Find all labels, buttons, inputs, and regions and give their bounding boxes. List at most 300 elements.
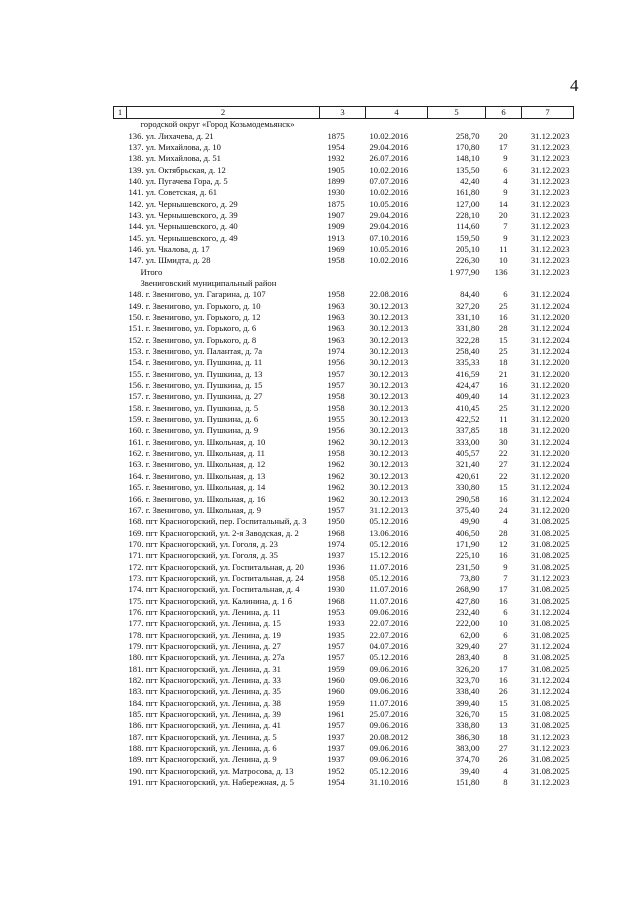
year-built-cell: 1960 [327, 675, 345, 686]
area-cell: 422,52 [455, 414, 480, 425]
address-cell: 178. пгт Красногорский, ул. Ленина, д. 19 [128, 629, 281, 640]
table-row [114, 232, 574, 243]
deadline-cell: 31.12.2023 [530, 164, 570, 175]
area-cell: 327,20 [455, 300, 480, 311]
table-row [114, 369, 574, 380]
residents-cell: 17 [498, 141, 508, 152]
blank-cell [114, 210, 127, 221]
residents-cell: 4 [503, 516, 508, 527]
deadline-cell: 31.12.2023 [530, 777, 570, 788]
residents-cell: 22 [498, 448, 508, 459]
blank-cell [114, 561, 127, 572]
residents-cell: 6 [503, 289, 508, 300]
residents-cell: 12 [498, 538, 508, 549]
address-cell: 165. г. Звенигово, ул. Школьная, д. 14 [128, 482, 266, 493]
deadline-cell: 31.08.2025 [530, 618, 570, 629]
address-cell: 141. ул. Советская, д. 61 [128, 187, 218, 198]
deadline-cell: 31.08.2025 [530, 629, 570, 640]
deadline-cell: 31.12.2023 [530, 209, 570, 220]
year-built-cell: 1962 [327, 470, 345, 481]
residents-cell: 15 [498, 334, 508, 345]
residents-cell: 4 [503, 175, 508, 186]
area-cell: 127,00 [455, 198, 480, 209]
recognition-date-cell: 05.12.2016 [369, 538, 409, 549]
area-cell: 62,00 [460, 629, 480, 640]
blank-cell [114, 244, 127, 255]
deadline-cell: 31.12.2024 [530, 686, 570, 697]
residents-cell: 15 [498, 709, 508, 720]
deadline-cell: 31.08.2025 [530, 516, 570, 527]
blank-cell [114, 357, 127, 368]
address-cell: 152. г. Звенигово, ул. Горького, д. 8 [128, 334, 257, 345]
year-built-cell [320, 266, 366, 277]
year-built-cell: 1932 [327, 153, 345, 164]
deadline-cell: 31.12.2023 [530, 572, 570, 583]
year-built-cell: 1957 [327, 504, 345, 515]
table-row [114, 164, 574, 175]
blank-cell [114, 607, 127, 618]
area-cell: 258,40 [455, 346, 480, 357]
year-built-cell: 1957 [327, 380, 345, 391]
area-cell: 424,47 [455, 380, 480, 391]
blank-cell [114, 301, 127, 312]
recognition-date-cell: 07.10.2016 [369, 232, 409, 243]
residents-cell: 11 [499, 243, 508, 254]
deadline-cell: 31.12.2020 [530, 357, 570, 368]
address-cell: 183. пгт Красногорский, ул. Ленина, д. 35 [128, 686, 281, 697]
year-built-cell: 1937 [327, 743, 345, 754]
residents-cell: 6 [503, 606, 508, 617]
year-built-cell: 1962 [327, 436, 345, 447]
blank-cell [114, 119, 127, 131]
area-cell: 73,80 [460, 572, 480, 583]
address-cell: Итого [140, 266, 163, 277]
area-cell: 323,70 [455, 675, 480, 686]
recognition-date-cell: 30.12.2013 [369, 357, 409, 368]
deadline-cell: 31.12.2023 [530, 130, 570, 141]
address-cell: 146. ул. Чкалова, д. 17 [128, 243, 210, 254]
table-row [114, 629, 574, 640]
blank-cell [114, 198, 127, 209]
residents-cell: 7 [503, 221, 508, 232]
residents-cell: 30 [498, 436, 508, 447]
address-cell: 154. г. Звенигово, ул. Пушкина, д. 11 [128, 357, 263, 368]
blank-cell [114, 176, 127, 187]
recognition-date-cell: 22.07.2016 [369, 618, 409, 629]
recognition-date-cell: 04.07.2016 [369, 640, 409, 651]
recognition-date-cell: 30.12.2013 [369, 493, 409, 504]
deadline-cell: 31.08.2025 [530, 765, 570, 776]
table-row [114, 686, 574, 697]
table-row [114, 720, 574, 731]
address-cell: 145. ул. Чернышевского, д. 49 [128, 232, 238, 243]
area-cell: 406,50 [455, 527, 480, 538]
deadline-cell: 31.12.2020 [530, 380, 570, 391]
blank-cell [114, 595, 127, 606]
recognition-date-cell: 30.12.2013 [369, 300, 409, 311]
table-row [114, 142, 574, 153]
recognition-date-cell: 10.02.2016 [369, 130, 409, 141]
blank-cell [114, 743, 127, 754]
blank-cell [114, 278, 127, 289]
column-number-row [114, 107, 574, 119]
address-cell: 149. г. Звенигово, ул. Горького, д. 10 [128, 300, 261, 311]
residents-cell: 16 [498, 312, 508, 323]
deadline-cell: 31.08.2025 [530, 652, 570, 663]
area-cell: 427,80 [455, 595, 480, 606]
residents-cell: 15 [498, 482, 508, 493]
residents-cell: 27 [498, 640, 508, 651]
year-built-cell: 1956 [327, 357, 345, 368]
table-row [114, 732, 574, 743]
section-title: городской округ «Город Козьмодемьянск» [140, 119, 295, 130]
year-built-cell: 1953 [327, 606, 345, 617]
area-cell: 226,30 [455, 255, 480, 266]
year-built-cell: 1969 [327, 243, 345, 254]
year-built-cell: 1963 [327, 300, 345, 311]
deadline-cell: 31.12.2023 [530, 243, 570, 254]
address-cell: 136. ул. Лихачева, д. 21 [128, 130, 214, 141]
blank-cell [114, 437, 127, 448]
table-row [114, 210, 574, 221]
area-cell: 374,70 [455, 754, 480, 765]
residents-cell: 28 [498, 323, 508, 334]
area-cell: 205,10 [455, 243, 480, 254]
year-built-cell: 1957 [327, 640, 345, 651]
address-cell: 176. пгт Красногорский, ул. Ленина, д. 11 [128, 606, 281, 617]
table-row [114, 380, 574, 391]
residents-cell: 27 [498, 459, 508, 470]
deadline-cell: 31.08.2025 [530, 709, 570, 720]
blank-cell [114, 164, 127, 175]
deadline-cell: 31.08.2025 [530, 550, 570, 561]
address-cell: 156. г. Звенигово, ул. Пушкина, д. 15 [128, 380, 263, 391]
address-cell: 168. пгт Красногорский, пер. Госпитальный, д. 3 [128, 516, 307, 527]
year-built-cell: 1958 [327, 448, 345, 459]
address-cell: 139. ул. Октябрьская, д. 12 [128, 164, 226, 175]
residents-cell: 18 [498, 357, 508, 368]
blank-cell [114, 550, 127, 561]
blank-cell [114, 754, 127, 765]
deadline-cell: 31.12.2023 [530, 221, 570, 232]
recognition-date-cell: 11.07.2016 [369, 561, 408, 572]
year-built-cell: 1968 [327, 527, 345, 538]
blank-cell [114, 664, 127, 675]
recognition-date-cell: 30.12.2013 [369, 368, 409, 379]
address-cell: 148. г. Звенигово, ул. Гагарина, д. 107 [128, 289, 266, 300]
recognition-date-cell: 13.06.2016 [369, 527, 409, 538]
section-title: Звениговский муниципальный район [140, 277, 277, 288]
blank-cell [114, 482, 127, 493]
year-built-cell: 1974 [327, 346, 345, 357]
year-built-cell: 1957 [327, 720, 345, 731]
area-cell: 329,40 [455, 640, 480, 651]
year-built-cell: 1958 [327, 402, 345, 413]
residents-cell: 4 [503, 765, 508, 776]
year-built-cell: 1968 [327, 595, 345, 606]
address-cell: 189. пгт Красногорский, ул. Ленина, д. 9 [128, 754, 277, 765]
residents-cell: 26 [498, 754, 508, 765]
address-cell: 142. ул. Чернышевского, д. 29 [128, 198, 238, 209]
residents-cell: 10 [498, 618, 508, 629]
address-cell: 179. пгт Красногорский, ул. Ленина, д. 27 [128, 640, 281, 651]
table-row [114, 664, 574, 675]
blank-cell [114, 369, 127, 380]
table-row [114, 130, 574, 141]
recognition-date-cell: 09.06.2016 [369, 663, 409, 674]
residents-cell: 8 [503, 777, 508, 788]
address-cell: 147. ул. Шмидта, д. 28 [128, 255, 211, 266]
address-cell: 155. г. Звенигово, ул. Пушкина, д. 13 [128, 368, 263, 379]
blank-cell [114, 346, 127, 357]
recognition-date-cell: 05.12.2016 [369, 516, 409, 527]
recognition-date-cell: 09.06.2016 [369, 686, 409, 697]
area-cell: 114,60 [456, 221, 480, 232]
recognition-date-cell: 09.06.2016 [369, 754, 409, 765]
table-row [114, 471, 574, 482]
deadline-cell: 31.12.2024 [530, 334, 570, 345]
address-cell: 137. ул. Михайлова, д. 10 [128, 141, 221, 152]
residents-cell: 25 [498, 346, 508, 357]
year-built-cell: 1963 [327, 323, 345, 334]
blank-cell [114, 516, 127, 527]
blank-cell [114, 539, 127, 550]
deadline-cell: 31.12.2024 [530, 436, 570, 447]
deadline-cell: 31.12.2024 [530, 346, 570, 357]
table-row [114, 244, 574, 255]
area-cell: 232,40 [455, 606, 480, 617]
area-cell: 330,80 [455, 482, 480, 493]
year-built-cell: 1959 [327, 697, 345, 708]
deadline-cell: 31.12.2023 [530, 153, 570, 164]
area-cell: 338,40 [455, 686, 480, 697]
area-cell: 326,70 [455, 709, 480, 720]
deadline-cell: 31.12.2023 [530, 175, 570, 186]
total-row [114, 266, 574, 277]
deadline-cell: 31.08.2025 [530, 663, 570, 674]
table-row [114, 391, 574, 402]
year-built-cell: 1962 [327, 482, 345, 493]
blank-cell [114, 675, 127, 686]
address-cell: 190. пгт Красногорский, ул. Матросова, д. 13 [128, 765, 294, 776]
column-header: 2 [127, 107, 320, 119]
address-cell: 164. г. Звенигово, ул. Школьная, д. 13 [128, 470, 266, 481]
blank-cell [114, 709, 127, 720]
blank-cell [114, 414, 127, 425]
table-row [114, 550, 574, 561]
section-heading-row [114, 278, 574, 289]
section-heading-row [114, 119, 574, 131]
blank-cell [114, 221, 127, 232]
year-built-cell: 1875 [327, 198, 345, 209]
year-built-cell: 1909 [327, 221, 345, 232]
area-cell: 331,80 [455, 323, 480, 334]
deadline-cell: 31.08.2025 [530, 538, 570, 549]
year-built-cell: 1958 [327, 255, 345, 266]
blank-cell [114, 777, 127, 788]
blank-cell [114, 255, 127, 266]
housing-register-table [113, 106, 574, 788]
table-row [114, 641, 574, 652]
column-header: 5 [428, 107, 486, 119]
table-row [114, 198, 574, 209]
year-built-cell: 1930 [327, 584, 345, 595]
table-row [114, 777, 574, 788]
area-cell: 161,80 [455, 187, 480, 198]
column-header: 1 [114, 107, 127, 119]
address-cell: 171. пгт Красногорский, ул. Гоголя, д. 35 [128, 550, 278, 561]
year-built-cell: 1961 [327, 709, 345, 720]
column-header: 3 [320, 107, 366, 119]
area-cell: 405,57 [455, 448, 480, 459]
residents-cell: 14 [498, 391, 508, 402]
deadline-cell: 31.12.2024 [530, 606, 570, 617]
recognition-date-cell: 20.08.2012 [369, 731, 409, 742]
deadline-cell: 31.12.2020 [530, 504, 570, 515]
column-header: 6 [486, 107, 522, 119]
year-built-cell: 1962 [327, 459, 345, 470]
deadline-cell: 31.12.2020 [530, 425, 570, 436]
recognition-date-cell: 05.12.2016 [369, 652, 409, 663]
area-cell: 159,50 [455, 232, 480, 243]
address-cell: 177. пгт Красногорский, ул. Ленина, д. 15 [128, 618, 281, 629]
residents-cell: 28 [498, 527, 508, 538]
recognition-date-cell: 30.12.2013 [369, 414, 409, 425]
residents-cell: 11 [499, 414, 508, 425]
area-cell: 409,40 [455, 391, 480, 402]
recognition-date-cell: 30.12.2013 [369, 334, 409, 345]
blank-cell [114, 732, 127, 743]
table-row [114, 595, 574, 606]
address-cell: 185. пгт Красногорский, ул. Ленина, д. 39 [128, 709, 281, 720]
deadline-cell: 31.08.2025 [530, 584, 570, 595]
year-built-cell: 1957 [327, 652, 345, 663]
year-built-cell: 1936 [327, 561, 345, 572]
table-row [114, 176, 574, 187]
table-row [114, 459, 574, 470]
area-cell: 258,70 [455, 130, 480, 141]
deadline-cell: 31.12.2020 [530, 402, 570, 413]
recognition-date-cell: 07.07.2016 [369, 175, 409, 186]
blank-cell [114, 130, 127, 141]
residents-cell: 17 [498, 584, 508, 595]
column-header: 4 [366, 107, 428, 119]
address-cell: 163. г. Звенигово, ул. Школьная, д. 12 [128, 459, 266, 470]
address-cell: 166. г. Звенигово, ул. Школьная, д. 16 [128, 493, 266, 504]
area-cell: 225,10 [455, 550, 480, 561]
blank-cell [114, 584, 127, 595]
area-cell: 170,80 [455, 141, 480, 152]
year-built-cell: 1958 [327, 572, 345, 583]
table-row [114, 505, 574, 516]
area-cell: 386,30 [455, 731, 480, 742]
residents-cell: 22 [498, 470, 508, 481]
page-number: 4 [570, 76, 579, 95]
area-cell: 151,80 [455, 777, 480, 788]
blank-cell [114, 618, 127, 629]
year-built-cell: 1963 [327, 334, 345, 345]
blank-cell [114, 629, 127, 640]
table-row [114, 754, 574, 765]
blank-cell [114, 391, 127, 402]
recognition-date-cell: 09.06.2016 [369, 675, 409, 686]
deadline-cell: 31.12.2020 [530, 448, 570, 459]
year-built-cell: 1937 [327, 550, 345, 561]
residents-cell: 7 [503, 572, 508, 583]
area-cell: 135,50 [455, 164, 480, 175]
area-cell: 222,00 [455, 618, 480, 629]
table-row [114, 709, 574, 720]
residents-cell: 136 [494, 266, 508, 277]
deadline-cell: 31.12.2023 [530, 255, 570, 266]
address-cell: 182. пгт Красногорский, ул. Ленина, д. 33 [128, 675, 281, 686]
year-built-cell: 1933 [327, 618, 345, 629]
area-cell: 420,61 [455, 470, 480, 481]
area-cell: 416,59 [455, 368, 480, 379]
address-cell: 162. г. Звенигово, ул. Школьная, д. 11 [128, 448, 265, 459]
table-row [114, 493, 574, 504]
recognition-date-cell: 15.12.2016 [369, 550, 409, 561]
address-cell: 160. г. Звенигово, ул. Пушкина, д. 9 [128, 425, 259, 436]
blank-cell [114, 686, 127, 697]
residents-cell: 20 [498, 130, 508, 141]
table-row [114, 482, 574, 493]
recognition-date-cell: 11.07.2016 [369, 595, 408, 606]
recognition-date-cell [366, 266, 428, 277]
residents-cell: 21 [498, 368, 508, 379]
year-built-cell: 1899 [327, 175, 345, 186]
deadline-cell: 31.12.2024 [530, 482, 570, 493]
area-cell: 322,28 [455, 334, 480, 345]
address-cell: 143. ул. Чернышевского, д. 39 [128, 209, 238, 220]
address-cell: 186. пгт Красногорский, ул. Ленина, д. 41 [128, 720, 281, 731]
year-built-cell: 1954 [327, 777, 345, 788]
table-row [114, 573, 574, 584]
deadline-cell: 31.12.2023 [530, 187, 570, 198]
blank-cell [114, 323, 127, 334]
residents-cell: 16 [498, 550, 508, 561]
blank-cell [114, 652, 127, 663]
year-built-cell: 1960 [327, 686, 345, 697]
recognition-date-cell: 09.06.2016 [369, 743, 409, 754]
table-row [114, 255, 574, 266]
deadline-cell: 31.12.2023 [530, 141, 570, 152]
recognition-date-cell: 10.02.2016 [369, 255, 409, 266]
recognition-date-cell: 22.08.2016 [369, 289, 409, 300]
address-cell: 138. ул. Михайлова, д. 51 [128, 153, 221, 164]
area-cell: 375,40 [455, 504, 480, 515]
table-row [114, 414, 574, 425]
column-header: 7 [522, 107, 574, 119]
recognition-date-cell: 30.12.2013 [369, 391, 409, 402]
recognition-date-cell: 29.04.2016 [369, 209, 409, 220]
table-row [114, 607, 574, 618]
recognition-date-cell: 30.12.2013 [369, 346, 409, 357]
table-row [114, 448, 574, 459]
year-built-cell: 1958 [327, 289, 345, 300]
residents-cell: 25 [498, 300, 508, 311]
blank-cell [114, 335, 127, 346]
recognition-date-cell: 30.12.2013 [369, 459, 409, 470]
residents-cell: 13 [498, 720, 508, 731]
year-built-cell: 1959 [327, 663, 345, 674]
residents-cell: 16 [498, 675, 508, 686]
recognition-date-cell: 22.07.2016 [369, 629, 409, 640]
deadline-cell: 31.12.2023 [530, 731, 570, 742]
residents-cell: 16 [498, 380, 508, 391]
address-cell: 184. пгт Красногорский, ул. Ленина, д. 38 [128, 697, 281, 708]
residents-cell: 20 [498, 209, 508, 220]
